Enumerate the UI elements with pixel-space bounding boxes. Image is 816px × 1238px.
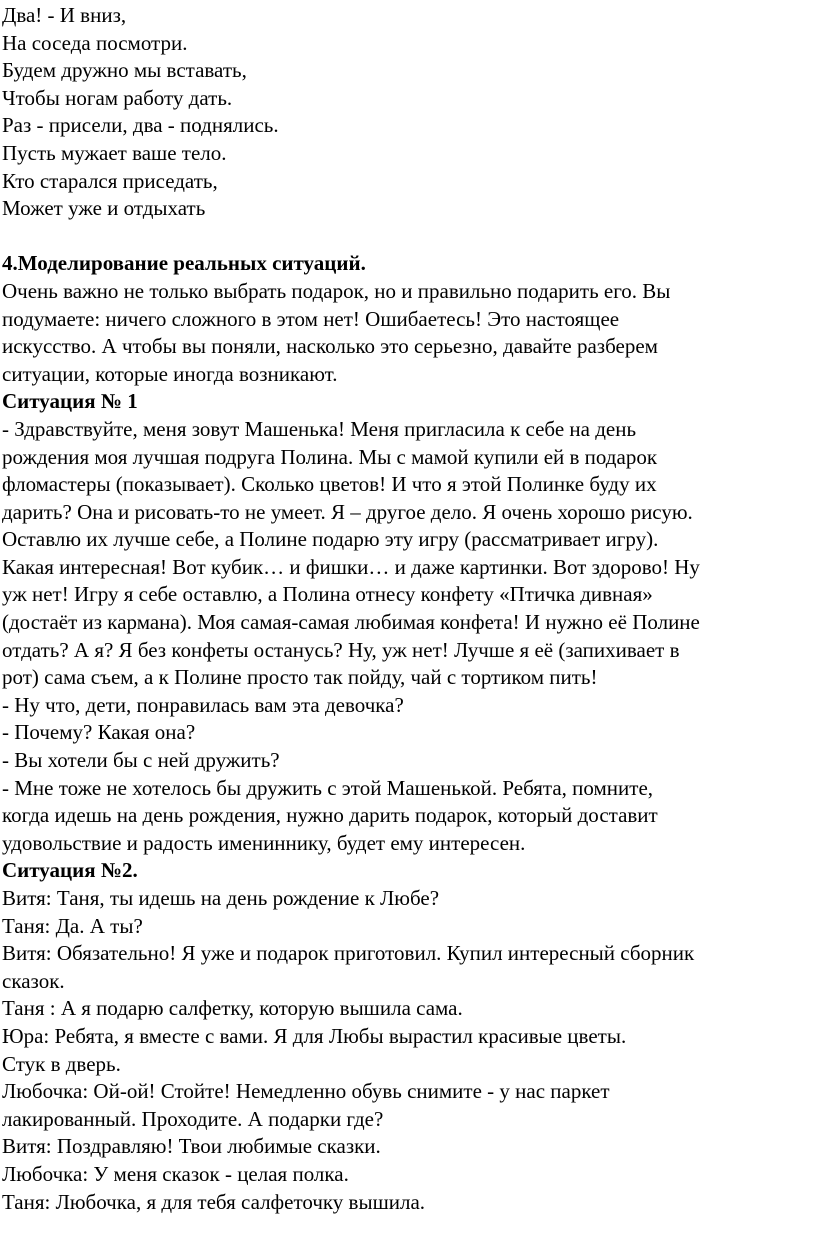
paragraph-line: фломастеры (показывает). Сколько цветов! И что я этой Полинке буду их: [2, 472, 657, 497]
document-page: [2, 2, 814, 1216]
poem-line: На соседа посмотри.: [2, 30, 188, 55]
paragraph-line: удовольствие и радость имениннику, будет ему интересен.: [2, 830, 526, 855]
section-4: [2, 250, 814, 388]
dialogue-line: Таня: Любочка, я для тебя салфеточку вышила.: [2, 1189, 426, 1214]
dialogue-line: Таня : А я подарю салфетку, которую вышила сама.: [2, 996, 463, 1021]
paragraph-line: - Здравствуйте, меня зовут Машенька! Меня пригласила к себе на день: [2, 416, 637, 441]
paragraph-line: Оставлю их лучше себе, а Полине подарю эту игру (рассматривает игру).: [2, 527, 659, 552]
paragraph-line: ситуации, которые иногда возникают.: [2, 361, 338, 386]
poem-line: Два! - И вниз,: [2, 3, 127, 27]
paragraph-line: Очень важно не только выбрать подарок, но и правильно подарить его. Вы: [2, 278, 671, 303]
poem-line: Будем дружно мы вставать,: [2, 58, 247, 83]
paragraph-line: когда идешь на день рождения, нужно дарить подарок, который доставит: [2, 803, 658, 828]
dialogue-line: Юра: Ребята, я вместе с вами. Я для Любы вырастил красивые цветы.: [2, 1023, 627, 1048]
dialogue-line: - Вы хотели бы с ней дружить?: [2, 748, 280, 773]
situation-2: [2, 857, 814, 1216]
dialogue-line: Таня: Да. А ты?: [2, 913, 143, 938]
dialogue-line: Любочка: У меня сказок - целая полка.: [2, 1161, 349, 1186]
dialogue-line: - Ну что, дети, понравилась вам эта девочка?: [2, 692, 404, 717]
stage-direction: Стук в дверь.: [2, 1051, 121, 1076]
paragraph-line: рождения моя лучшая подруга Полина. Мы с мамой купили ей в подарок: [2, 444, 658, 469]
paragraph-line: (достаёт из кармана). Моя самая-самая любимая конфета! И нужно её Полине: [2, 610, 700, 635]
dialogue-line: сказок.: [2, 968, 65, 993]
poem-line: Чтобы ногам работу дать.: [2, 85, 233, 110]
paragraph-line: дарить? Она и рисовать-то не умеет. Я – другое дело. Я очень хорошо рисую.: [2, 499, 693, 524]
dialogue-line: - Мне тоже не хотелось бы дружить с этой Машенькой. Ребята, помните,: [2, 775, 654, 800]
poem-line: Кто старался приседать,: [2, 168, 218, 193]
section-heading: 4.Моделирование реальных ситуаций.: [2, 251, 366, 276]
paragraph-line: уж нет! Игру я себе оставлю, а Полина отнесу конфету «Птичка дивная»: [2, 582, 653, 607]
situation-heading: Ситуация №2.: [2, 858, 138, 883]
paragraph-line: подумаете: ничего сложного в этом нет! Ошибаетесь! Это настоящее: [2, 306, 620, 331]
dialogue-line: Витя: Поздравляю! Твои любимые сказки.: [2, 1134, 381, 1159]
poem-line: Пусть мужает ваше тело.: [2, 140, 227, 165]
paragraph-line: Какая интересная! Вот кубик… и фишки… и даже картинки. Вот здорово! Ну: [2, 554, 700, 579]
paragraph-line: отдать? А я? Я без конфеты останусь? Ну, уж нет! Лучше я её (запихивает в: [2, 637, 680, 662]
situation-heading: Ситуация № 1: [2, 389, 138, 414]
dialogue-line: - Почему? Какая она?: [2, 720, 196, 745]
dialogue-line: Любочка: Ой-ой! Стойте! Немедленно обувь снимите - у нас паркет: [2, 1079, 610, 1104]
dialogue-line: Витя: Таня, ты идешь на день рождение к Любе?: [2, 886, 440, 910]
poem-block: [2, 2, 814, 223]
situation-1: [2, 388, 814, 857]
poem-line: Раз - присели, два - поднялись.: [2, 113, 279, 138]
dialogue-line: Витя: Обязательно! Я уже и подарок приготовил. Купил интересный сборник: [2, 941, 695, 966]
dialogue-line: лакированный. Проходите. А подарки где?: [2, 1106, 384, 1131]
paragraph-line: искусство. А чтобы вы поняли, насколько это серьезно, давайте разберем: [2, 334, 658, 359]
poem-line: Может уже и отдыхать: [2, 196, 206, 221]
blank-line: [2, 223, 814, 251]
paragraph-line: рот) сама съем, а к Полине просто так пойду, чай с тортиком пить!: [2, 665, 598, 690]
